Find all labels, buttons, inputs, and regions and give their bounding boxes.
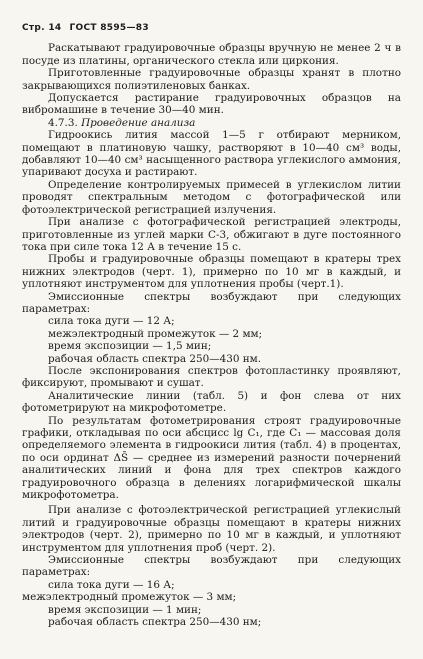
param-item: межэлектродный промежуток — 3 мм; xyxy=(22,591,237,604)
param-item: время экспозиции — 1 мин; xyxy=(48,603,202,616)
paragraph: Допускается растирание градуировочных образцов на вибромашине в течение 30—40 мин. xyxy=(22,92,401,117)
param-item: сила тока дуги — 12 А; xyxy=(48,315,175,328)
paragraph: При анализе с фотографической регистрацией электроды, приготовленные из углей марки С-3, обжигают в дуге постоянного тока при силе тока 12 А в течение 15 с. xyxy=(22,216,401,253)
param-item: рабочая область спектра 250—430 нм; xyxy=(48,616,262,629)
section-number: 4.7.3. xyxy=(48,116,78,129)
paragraph: Эмиссионные спектры возбуждают при следующих параметрах: xyxy=(22,554,401,579)
paragraph: Аналитические линии (табл. 5) и фон слева от них фотометрируют на микрофотометре. xyxy=(22,389,401,415)
param-item: межэлектродный промежуток — 2 мм; xyxy=(48,327,263,340)
page-label: Стр. 14 xyxy=(22,23,62,33)
section-heading xyxy=(22,117,401,129)
paragraph: Приготовленные градуировочные образцы хранят в плотно закрывающихся полиэтиленовых банках. xyxy=(22,67,401,92)
param-item: сила тока дуги — 16 А; xyxy=(48,578,175,591)
param-item: время экспозиции — 1,5 мин; xyxy=(48,340,212,353)
paragraph: Определение контролируемых примесей в углекислом литии проводят спектральным методом с фотографической или фотоэлектрической регистрацией излучения. xyxy=(22,178,401,216)
paragraph: После экспонирования спектров фотопластинку проявляют, фиксируют, промывают и сушат. xyxy=(22,364,401,390)
page-header xyxy=(22,22,401,34)
paragraph: Эмиссионные спектры возбуждают при следующих параметрах: xyxy=(22,290,401,315)
paragraph: Раскатывают градуировочные образцы вручную не менее 2 ч в посуде из платины, органического стекла или циркония. xyxy=(22,42,401,67)
paragraph: При анализе с фотоэлектрической регистрацией углекислый литий и градуировочные образцы помещают в кратеры нижних электродов (черт. 2), примерно по 10 мг в каждый, и уплотняют инструментом для уплотнения проб (черт. 2). xyxy=(22,504,401,554)
section-title: Проведение анализа xyxy=(81,116,196,129)
standard-number: ГОСТ 8595—83 xyxy=(69,23,149,33)
paragraph: По результатам фотометрирования строят градуировочные графики, откладывая по оси абсцисс lg C₁, где C₁ — массовая доля определяемого элемента в гидроокиси лития (табл. 4) в процентах, по оси ординат ΔS̄ — среднее из измерений разности почернений аналитических линий и фона для трех спектров каждого градуировочного образца в делениях логарифмической шкалы микрофотометра. xyxy=(22,414,401,502)
param-item: рабочая область спектра 250—430 нм. xyxy=(48,352,262,365)
paragraph: Пробы и градуировочные образцы помещают в кратеры трех нижних электродов (черт. 1), примерно по 10 мг в каждый, и уплотняют инструментом для уплотнения пробы (черт.1). xyxy=(22,253,401,291)
paragraph: Гидроокись лития массой 1—5 г отбирают мерником, помещают в платиновую чашку, растворяют в 10—40 см³ воды, добавляют 10—40 см³ насыщенного раствора углекислого аммония, упаривают досуха и растирают. xyxy=(22,129,401,179)
